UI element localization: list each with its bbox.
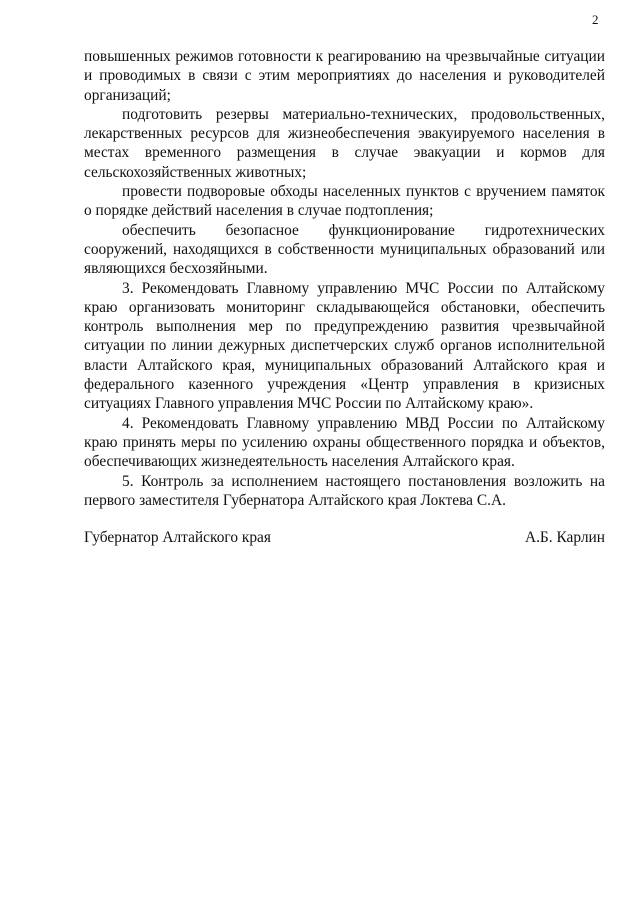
paragraph: обеспечить безопасное функционирование гидротехнических сооружений, находящихся в собственности муниципальных образований или являющихся бесхозяйными. <box>84 221 605 278</box>
paragraph: подготовить резервы материально-технических, продовольственных, лекарственных ресурсов для жизнеобеспечения эвакуируемого населения в местах временного размещения в случае эвакуации и кормов для сельскохозяйственных животных; <box>84 105 605 181</box>
paragraph: 3. Рекомендовать Главному управлению МЧС России по Алтайскому краю организовать мониторинг складывающейся обстановки, обеспечить контроль выполнения мер по предупреждению развития чрезвычайной ситуации по линии дежурных диспетчерских служб органов исполнительной власти Алтайского края, муниципальных образований Алтайского края и федерального казенного учреждения «Центр управления в кризисных ситуациях Главного управления МЧС России по Алтайскому краю». <box>84 279 605 413</box>
paragraph: 5. Контроль за исполнением настоящего постановления возложить на первого заместителя Губернатора Алтайского края Локтева С.А. <box>84 472 605 509</box>
paragraph: повышенных режимов готовности к реагированию на чрезвычайные ситуации и проводимых в связи с этим мероприятиях до населения и руководителей организаций; <box>84 48 605 104</box>
document-body <box>84 47 605 510</box>
page-number: 2 <box>592 12 599 27</box>
signatory-name: А.Б. Карлин <box>524 529 605 546</box>
signatory-position: Губернатор Алтайского края <box>84 529 271 546</box>
paragraph: провести подворовые обходы населенных пунктов с вручением памяток о порядке действий населения в случае подтопления; <box>84 183 605 220</box>
paragraph: 4. Рекомендовать Главному управлению МВД России по Алтайскому краю принять меры по усилению охраны общественного порядка и объектов, обеспечивающих жизнедеятельность населения Алтайского края. <box>84 414 605 471</box>
signature-block <box>84 528 605 547</box>
